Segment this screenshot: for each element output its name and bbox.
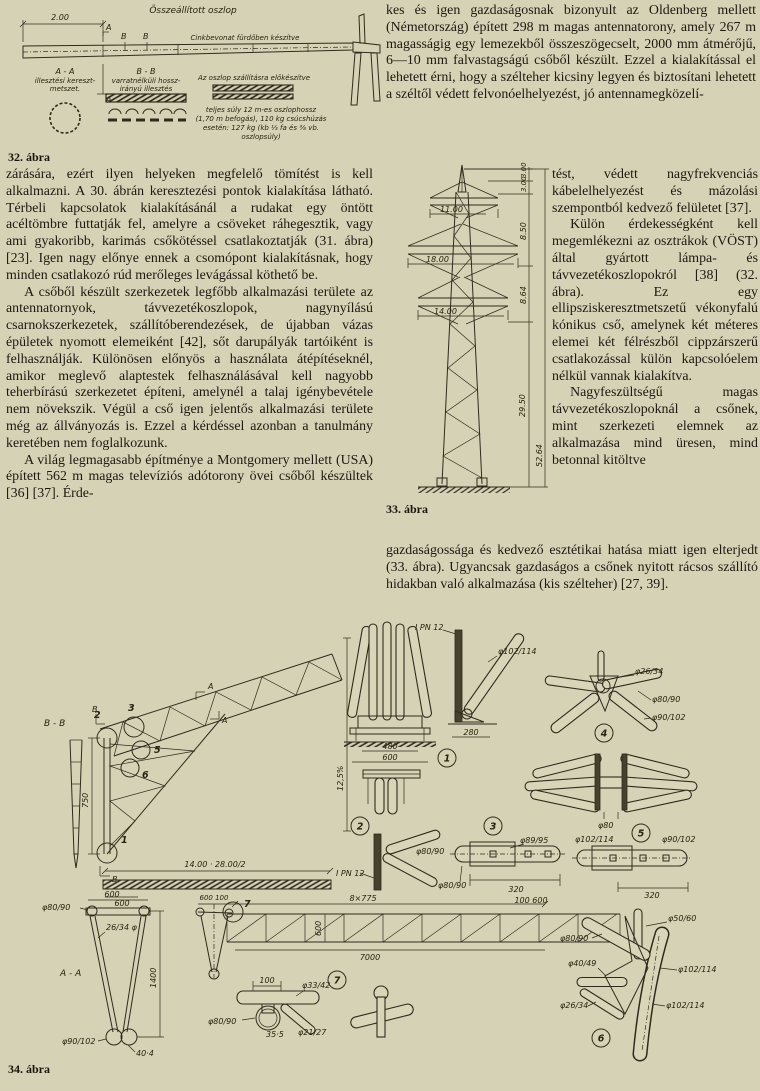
fig34-d6-phi6: φ26/34	[560, 1001, 589, 1010]
fig34-slope: 12,5%	[336, 765, 345, 791]
fig34-d5-phi80: φ80	[598, 821, 614, 830]
fig33-dim-v2: 3.00	[520, 176, 528, 192]
right-text-column-top	[386, 3, 756, 104]
fig34-aa-600: 600	[104, 890, 120, 899]
fig34-aa-phi-top: φ80/90	[42, 903, 71, 912]
fig34-detail3-number: 3	[489, 821, 497, 833]
fig34-d7-100: 100	[259, 976, 275, 985]
figure-34-details-drawing	[0, 616, 760, 1066]
fig33-dim-arm3: 14.00	[434, 307, 457, 316]
figure-32-pole-drawing	[8, 2, 376, 148]
fig33-dim-total: 52.64	[535, 444, 544, 467]
fig33-dim-v3: 8.50	[519, 222, 528, 240]
right-paragraph-3: Külön érdekességként kell megemlékezni az osztrákok (VÖST) által gyártott lámpa- és távvezetékoszlopokról [38] (32. ábra). Ez egy ellipsziskeresztmetszetű vékonyfalú kónikus cső, amelynek két méteres elemei két félrészből cippzárszerű csatlakozással külön kapcsolóelem nélkül vannak kialakítva.	[552, 217, 758, 384]
fig34-d6-phi5: φ102/114	[666, 1001, 705, 1010]
fig34-dim-750: 750	[81, 792, 90, 808]
fig34-d1-600: 600	[382, 753, 398, 762]
left-text-column	[6, 167, 373, 503]
fig34-d6-phi3: φ40/49	[568, 959, 597, 968]
fig34-d1-phi: φ102/114	[498, 647, 537, 656]
fig34-aa-title: A - A	[60, 969, 82, 979]
fig34-caption: 34. ábra	[8, 1062, 50, 1076]
fig32-zinc-label: Cinkbevonat fürdőben készítve	[190, 34, 300, 42]
fig32-transport-bar2	[213, 94, 293, 99]
fig34-d6-phi1: φ50/60	[668, 914, 697, 923]
fig34-d3-100-600: 100 600	[514, 896, 548, 905]
fig34-d7-355: 35·5	[266, 1030, 284, 1039]
fig34-detail1-number: 1	[443, 753, 451, 765]
fig34-dim-span: 14.00 · 28.00/2	[184, 860, 246, 869]
fig32-dim-200: 2.00	[51, 13, 69, 22]
figure-33-tower-drawing	[388, 162, 550, 507]
fig34-aa-404: 40·4	[136, 1049, 154, 1058]
fig32-aa-sub2: metszet.	[49, 85, 81, 93]
fig34-d1-280: 280	[463, 728, 479, 737]
fig32-weight-line2: (1,70 m befogás), 110 kg csúcshúzás	[195, 115, 327, 123]
fig33-ground-hatch	[418, 487, 510, 493]
fig34-truss-600-100: 600 100	[199, 894, 229, 902]
fig34-d7-phi1: φ33/42	[302, 981, 331, 990]
fig34-truss-7000: 7000	[359, 953, 381, 962]
fig34-node1: 1	[121, 835, 128, 846]
fig34-aa-brace: 26/34 φ	[106, 923, 137, 932]
fig32-mark-b2: B	[143, 32, 149, 41]
fig34-d2-phi: φ80/90	[416, 847, 445, 856]
fig33-dim-arm2: 18.00	[426, 255, 449, 264]
fig32-transport-label: Az oszlop szállításra előkészítve	[197, 74, 311, 82]
fig34-frame-dim600: 600	[114, 899, 130, 908]
fig34-d2-ipn: I PN 12	[336, 869, 365, 878]
fig34-detail6-number: 6	[597, 1033, 605, 1045]
fig34-d5-phi1: φ102/114	[575, 835, 614, 844]
fig32-weight-line4: oszlopsúly)	[241, 133, 281, 141]
fig34-d1-480: 480	[382, 742, 398, 751]
fig34-detail2-number: 2	[356, 821, 364, 833]
fig34-detail7-number: 7	[333, 975, 341, 987]
fig34-a-bot: A	[222, 716, 228, 725]
fig32-bb-sub1: varratnélküli hossz-	[111, 77, 181, 85]
right-paragraph-2: tést, védett nagyfrekvenciás kábelelhelyezést és mázolási szempontból kedvező felületet [37].	[552, 167, 758, 216]
fig34-d4-phi3: φ90/102	[652, 713, 686, 722]
fig34-d5-phi2: φ90/102	[662, 835, 696, 844]
fig32-aa-section-circle	[50, 103, 80, 133]
fig34-d1-plate	[455, 630, 462, 722]
left-paragraph-1: zárására, ezért ilyen helyeken megfelelő tömítést is kell alkalmazni. A 30. ábrán keresztezési pontok kialakítása látható. Térbeli kapcsolatok kialakításánál a rudakat egy öntött acéltömbre futtatják fel, amelyre a csöveket ráhegesztik, vagy ami gyakoribb, karimás csőkötéssel csatlakoztatják (31. ábra) [23]. Igen nagy előnye ennek a csomópont kialakításnak, hogy minden csatlakozó rúd merőleges levágással köthető be.	[6, 167, 373, 283]
fig34-aa-1400: 1400	[149, 967, 158, 988]
fig34-d3-320: 320	[508, 885, 524, 894]
fig34-detail5-number: 5	[637, 828, 645, 840]
left-paragraph-2: A csőből készült szerkezetek legfőbb alkalmazási területe az antennatornyok, távvezetékoszlopok, nagynyílású csarnokszerkezetek, szállítóberendezések, de újabban vázas épületek nyomott elemeiként [42], sőt darupályák tartóiként is felhasználják. Különösen előnyös a használata átépítéseknél, amikor meglevő alaptestek felhasználásával kell nagyobb teherbírású szerkezetet építeni, amelynél a talaj igénybevétele nem növekszik. Végül a cső igen jelentős alkalmazási területe még az állványozás is. Ezzel a kérdéssel azonban a tanulmány keretében nem foglalkozunk.	[6, 284, 373, 451]
fig33-caption: 33. ábra	[386, 502, 428, 516]
fig34-d4-phi2: φ80/90	[652, 695, 681, 704]
fig34-d3-phi-top: φ89/95	[520, 836, 549, 845]
fig34-node6: 6	[142, 770, 149, 781]
fig34-truss-8x775: 8×775	[349, 894, 377, 903]
fig34-d4-phi1: φ26/34	[635, 667, 664, 676]
fig34-d3-phi-left: φ80/90	[438, 881, 467, 890]
fig33-dim-v1: 3.00	[520, 162, 528, 178]
fig34-truss-n7: 7	[244, 899, 251, 910]
fig34-d5-plate2	[622, 754, 627, 810]
left-paragraph-3: A világ legmagasabb építménye a Montgomery mellett (USA) épített 562 m magas televíziós adótorony övei csőből készültek [36] [37]. Érde-	[6, 452, 373, 502]
fig32-aa-title: A - A	[55, 67, 75, 76]
fig34-bb-label: B - B	[44, 719, 66, 729]
fig33-dim-arm1: 11.00	[440, 205, 463, 214]
fig34-d2-plate	[374, 834, 381, 890]
fig32-title: Összeállított oszlop	[149, 6, 237, 16]
right-paragraph-4: Nagyfeszültségű magas távvezetékoszlopoknál a csőnek, mint szerkezeti elemnek az alkalmazása mind üresen, mind betonnal kitöltve	[552, 385, 758, 468]
fig33-dim-v5: 29.50	[518, 394, 527, 417]
right-paragraph-1: kes és igen gazdaságosnak bizonyult az Oldenberg mellett (Németország) épített 298 m magas antennatorony, amely 267 m magasságig egy lemezekből összeszögecselt, 2000 mm átmérőjű, 6—10 mm falvastagságú csőből készült. Ezzel a kialakítással el lehetett érni, hogy a szélteher kicsiny legyen és biztosítani lehetett a széltől védett felvonóelhelyezést, jó antennamegközelí-	[386, 3, 756, 102]
fig33-dim-v4: 8.64	[519, 286, 528, 304]
right-paragraph-5: gazdaságossága és kedvező esztétikai hatása miatt igen elterjedt (33. ábra). Ugyancsak gazdaságos a csőnek nyitott rácsos szállító hidakban való alkalmazása (kis szélteher) [27, 39].	[386, 543, 758, 592]
fig34-d7-phi3: φ21/27	[298, 1028, 327, 1037]
fig32-aa-sub1: illesztési kereszt-	[34, 77, 96, 85]
fig34-d5-plate1	[595, 754, 600, 810]
fig32-bb-bar	[106, 94, 186, 102]
fig32-caption: 32. ábra	[8, 150, 50, 164]
fig34-aa-phi-bot: φ90/102	[62, 1037, 96, 1046]
fig34-truss-600: 600	[314, 920, 323, 936]
fig32-mark-a-top: A	[106, 23, 112, 32]
fig34-d1-ipn: I PN 12	[415, 623, 444, 632]
fig34-d5-320: 320	[644, 891, 660, 900]
fig34-node5: 5	[154, 745, 161, 756]
fig34-d6-phi2: φ80/90	[560, 934, 589, 943]
fig34-d7-phi2: φ80/90	[208, 1017, 237, 1026]
fig34-node2: 2	[94, 710, 101, 721]
right-text-column-narrow	[552, 167, 758, 469]
fig32-weight-line3: esetén: 127 kg (kb ⅓ fa és ⅜ vb.	[202, 124, 320, 132]
fig32-weight-line1: teljes súly 12 m-es oszlophossz	[205, 106, 317, 114]
fig34-b-top: B	[92, 705, 98, 714]
fig34-detail4-number: 4	[600, 728, 608, 740]
fig34-transport-bar	[103, 880, 331, 889]
fig32-bb-title: B - B	[136, 67, 156, 76]
right-text-column-bottom	[386, 543, 758, 593]
fig32-transport-bar1	[213, 85, 293, 91]
fig32-bb-sub2: irányú illesztés	[119, 85, 173, 93]
fig32-mark-b1: B	[121, 32, 127, 41]
fig34-d6-phi4: φ102/114	[678, 965, 717, 974]
fig34-a-top: A	[208, 682, 214, 691]
fig34-node3: 3	[128, 703, 135, 714]
